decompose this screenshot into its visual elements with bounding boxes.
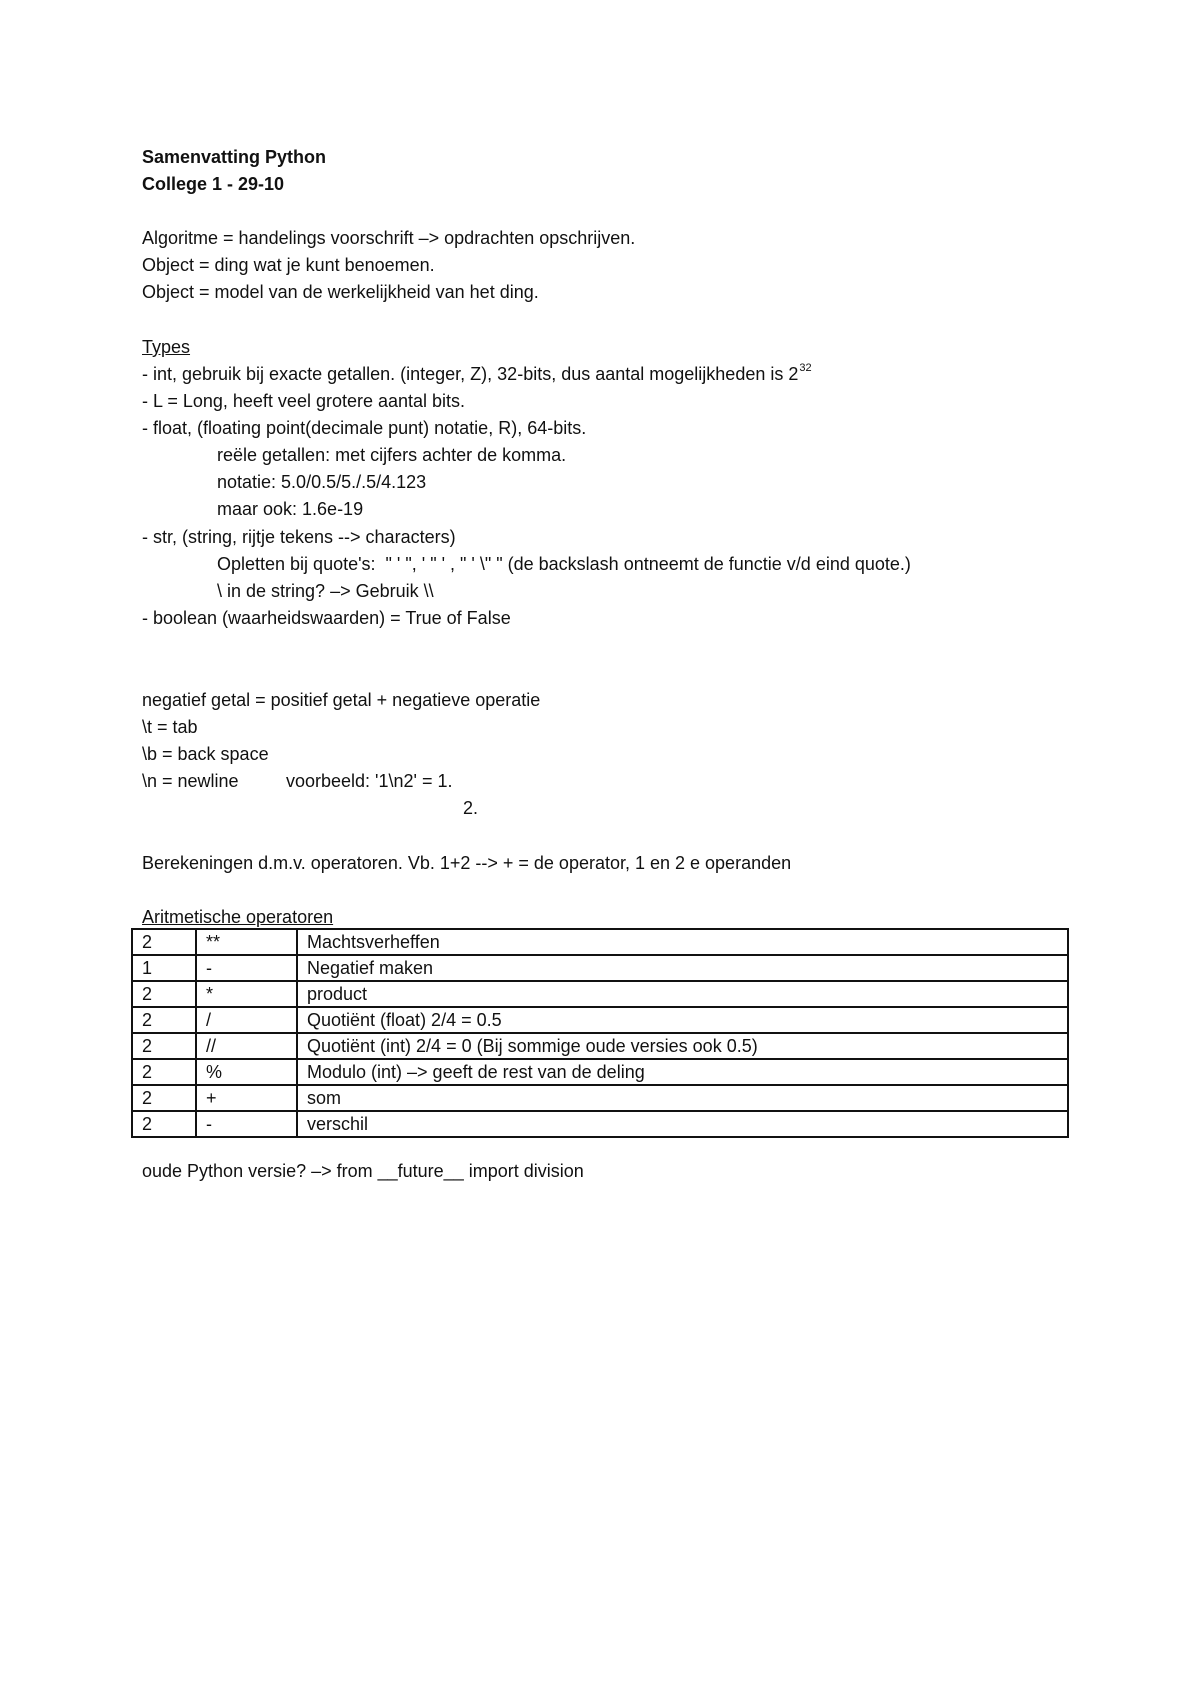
operator-symbol-cell: // [196,1033,297,1059]
escape-newline-example: voorbeeld: '1\n2' = 1. [286,771,453,791]
types-int-line [142,363,812,388]
operator-symbol-cell: + [196,1085,297,1111]
operator-symbol-cell: ** [196,929,297,955]
types-str-sub: \ in de string? –> Gebruik \\ [217,581,434,601]
operator-arity-cell: 2 [132,929,196,955]
types-float-sub: reële getallen: met cijfers achter de komma. [217,445,567,465]
operator-arity-cell: 1 [132,955,196,981]
operators-heading: Aritmetische operatoren [142,907,334,927]
table-row [132,1007,1068,1033]
operator-description-cell: Machtsverheffen [297,929,1068,955]
operator-description-cell: verschil [297,1111,1068,1137]
intro-line: Object = model van de werkelijkheid van het ding. [142,282,539,302]
document-title: Samenvatting Python [142,147,327,167]
operator-symbol-cell: % [196,1059,297,1085]
operators-table [131,928,1069,1138]
escape-newline: \n = newline [142,771,239,791]
operator-arity-cell: 2 [132,981,196,1007]
types-heading: Types [142,337,191,357]
operator-arity-cell: 2 [132,1111,196,1137]
table-row [132,1033,1068,1059]
types-str-sub: Opletten bij quote's: " ' ", ' " ' , " ' \" " (de backslash ontneemt de functie v/d eind quote.) [217,554,911,574]
operator-arity-cell: 2 [132,1085,196,1111]
escape-tab: \t = tab [142,717,198,737]
operator-symbol-cell: / [196,1007,297,1033]
document-subtitle: College 1 - 29-10 [142,174,285,194]
types-str-line: - str, (string, rijtje tekens --> characters) [142,527,456,547]
types-bool-line: - boolean (waarheidswaarden) = True of False [142,608,511,628]
operator-description-cell: product [297,981,1068,1007]
types-float-sub: notatie: 5.0/0.5/5./.5/4.123 [217,472,427,492]
operator-description-cell: Quotiënt (int) 2/4 = 0 (Bij sommige oude versies ook 0.5) [297,1033,1068,1059]
table-row [132,929,1068,955]
operator-symbol-cell: - [196,1111,297,1137]
escape-backspace: \b = back space [142,744,269,764]
operator-description-cell: Modulo (int) –> geeft de rest van de deling [297,1059,1068,1085]
table-row [132,981,1068,1007]
operators-footnote: oude Python versie? –> from __future__ import division [142,1161,584,1181]
intro-line: Object = ding wat je kunt benoemen. [142,255,435,275]
operator-arity-cell: 2 [132,1033,196,1059]
types-float-sub: maar ook: 1.6e-19 [217,499,364,519]
berekeningen-line: Berekeningen d.m.v. operatoren. Vb. 1+2 --> + = de operator, 1 en 2 e operanden [142,853,792,873]
table-row [132,955,1068,981]
types-int-exponent: 32 [799,362,812,374]
table-row [132,1111,1068,1137]
operator-description-cell: Negatief maken [297,955,1068,981]
types-int-text: - int, gebruik bij exacte getallen. (integer, Z), 32-bits, dus aantal mogelijkheden is 2 [142,364,799,384]
operator-description-cell: som [297,1085,1068,1111]
operator-arity-cell: 2 [132,1007,196,1033]
operator-symbol-cell: - [196,955,297,981]
escape-newline-example-2: 2. [463,798,479,818]
intro-line: Algoritme = handelings voorschrift –> opdrachten opschrijven. [142,228,636,248]
escape-negatief: negatief getal = positief getal + negatieve operatie [142,690,541,710]
types-long-line: - L = Long, heeft veel grotere aantal bits. [142,391,466,411]
operator-arity-cell: 2 [132,1059,196,1085]
table-row [132,1085,1068,1111]
table-row [132,1059,1068,1085]
operator-description-cell: Quotiënt (float) 2/4 = 0.5 [297,1007,1068,1033]
types-float-line: - float, (floating point(decimale punt) notatie, R), 64-bits. [142,418,587,438]
operator-symbol-cell: * [196,981,297,1007]
